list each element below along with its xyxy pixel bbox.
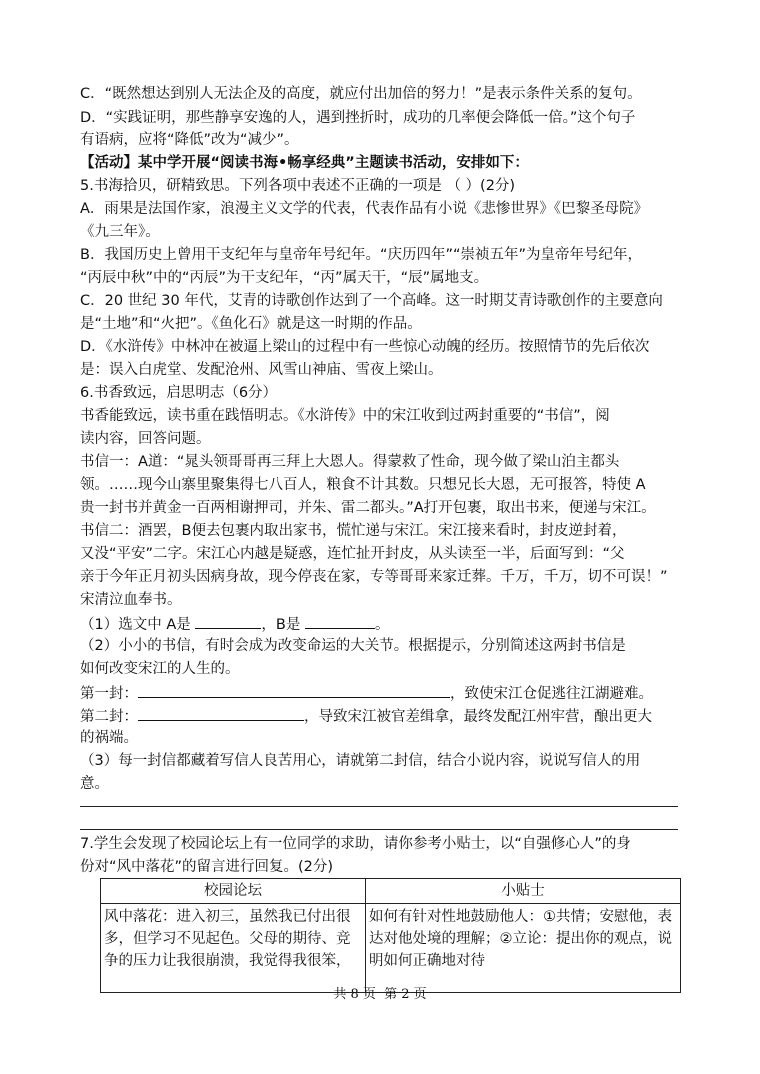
- letter-one-line1: 书信一：A道：“晁头领哥哥再三拜上大恩人。得蒙救了性命，现今做了梁山泊主都头: [80, 454, 620, 470]
- answer-line-2[interactable]: [80, 829, 678, 830]
- tips-cell: 如何有针对性地鼓励他人：①共情；安慰他，表达对他处境的理解；②立论：提出你的观点，说明如何正确地对待: [366, 904, 681, 993]
- question-7-line1: 7.学生会发现了校园论坛上有一位同学的求助，请你参考小贴士，以“自强修心人”的身: [80, 836, 631, 852]
- q6-sub3-line1: （3）每一封信都藏着写信人良苦用心，请就第二封信，结合小说内容，说说写信人的用: [80, 753, 641, 769]
- q6-sub1-middle: ，B是: [261, 617, 301, 633]
- letter-two-line3: 亲于今年正月初头因病身故，现今停丧在家，专等哥哥来家迁葬。千万，千万，切不可误！”: [80, 569, 668, 585]
- second-letter-label: 第二封：: [80, 709, 138, 725]
- q6-sub1-suffix: 。: [374, 617, 390, 633]
- answer-blank-second-letter[interactable]: [138, 704, 304, 721]
- page-footer: [0, 986, 760, 1004]
- question-7-line2: 份对“风中落花”的留言进行回复。(2分): [80, 859, 334, 875]
- header-tips: 小贴士: [366, 879, 681, 904]
- q6-intro-line1: 书香能致远，读书重在践悟明志。《水浒传》中的宋江收到过两封重要的“书信”，阅: [80, 408, 610, 424]
- option-c-grammar: C．“既然想达到别人无法企及的高度，就应付出加倍的努力！”是表示条件关系的复句。: [80, 86, 642, 102]
- letter-two-line4: 宋清泣血奉书。: [80, 592, 182, 608]
- table-row: [101, 904, 681, 993]
- second-letter-suffix: ，导致宋江被官差缉拿，最终发配江州牢营，酿出更大: [304, 709, 652, 725]
- letter-two-line1: 书信二：酒罢，B便去包裹内取出家书，慌忙递与宋江。宋江接来看时，封皮逆封着，: [80, 523, 627, 539]
- question-6-heading: 6.书香致远，启思明志（6分）: [80, 385, 278, 401]
- first-letter-answer: [80, 681, 680, 705]
- q5-option-d-line2: 是：误入白虎堂、发配沧州、风雪山神庙、雪夜上梁山。: [80, 362, 443, 378]
- second-letter-answer-line2: 的祸端。: [80, 730, 138, 746]
- q6-sub1-prefix: （1）选文中 A是: [80, 617, 191, 633]
- answer-line-1[interactable]: [80, 806, 678, 807]
- q6-sub1: [80, 612, 680, 636]
- forum-tips-table: [100, 878, 681, 993]
- first-letter-suffix: ，致使宋江仓促逃往江湖避难。: [450, 686, 653, 702]
- header-campus-forum: 校园论坛: [101, 879, 366, 904]
- q6-sub3-line2: 意。: [80, 776, 109, 792]
- q6-sub2-line1: （2）小小的书信，有时会成为改变命运的大关节。根据提示，分别简述这两封书信是: [80, 638, 626, 654]
- answer-blank-b[interactable]: [305, 612, 375, 629]
- q5-option-d-line1: D．《水浒传》中林冲在被逼上梁山的过程中有一些惊心动魄的经历。按照情节的先后依次: [80, 339, 650, 355]
- q5-option-a-line2: 《九三年》。: [80, 224, 160, 240]
- question-5-stem: 5.书海拾贝，研精致思。下列各项中表述不正确的一项是 （ ）(2分): [80, 178, 516, 194]
- first-letter-label: 第一封：: [80, 686, 138, 702]
- q6-sub2-line2: 如何改变宋江的人生的。: [80, 661, 240, 677]
- answer-blank-first-letter[interactable]: [138, 681, 450, 698]
- footer-total-pages: 共 8 页: [333, 987, 376, 1002]
- activity-heading: 【活动】某中学开展“阅读书海•畅享经典”主题读书活动，安排如下：: [80, 155, 529, 171]
- q5-option-b-line2: “丙辰中秋”中的“丙辰”为干支纪年，“丙”属天干，“辰”属地支。: [80, 270, 489, 286]
- option-d-grammar-line1: D．“实践证明，那些静享安逸的人，遇到挫折时，成功的几率便会降低一倍。”这个句子: [80, 110, 636, 126]
- q5-option-c-line1: C．20 世纪 30 年代，艾青的诗歌创作达到了一个高峰。这一时期艾青诗歌创作的主要意向: [80, 293, 663, 309]
- q5-option-b-line1: B．我国历史上曾用干支纪年与皇帝年号纪年。“庆历四年”“崇祯五年”为皇帝年号纪年，: [80, 247, 642, 263]
- letter-one-line2: 领。……现今山寨里聚集得七八百人，粮食不计其数。只想兄长大恩，无可报答，特使 A: [80, 477, 646, 493]
- second-letter-answer: [80, 704, 680, 728]
- table-header-row: [101, 879, 681, 904]
- answer-blank-a[interactable]: [195, 612, 261, 629]
- q5-option-c-line2: 是“土地”和“火把”。《鱼化石》就是这一时期的作品。: [80, 316, 422, 332]
- letter-two-line2: 又没“平安”二字。宋江心内越是疑惑，连忙扯开封皮，从头读至一半，后面写到：“父: [80, 546, 625, 562]
- forum-post-cell: 风中落花：进入初三，虽然我已付出很多，但学习不见起色。父母的期待、竞争的压力让我很崩溃，我觉得我很笨，: [101, 904, 366, 993]
- letter-one-line3: 贵一封书并黄金一百两相谢押司，并朱、雷二都头。”A打开包裹，取出书来，便递与宋江。: [80, 500, 656, 516]
- q6-intro-line2: 读内容，回答问题。: [80, 431, 211, 447]
- q5-option-a-line1: A．雨果是法国作家，浪漫主义文学的代表，代表作品有小说《悲惨世界》《巴黎圣母院》: [80, 201, 649, 217]
- option-d-grammar-line2: 有语病，应将“降低”改为“减少”。: [80, 132, 299, 148]
- footer-current-page: 第 2 页: [384, 987, 427, 1002]
